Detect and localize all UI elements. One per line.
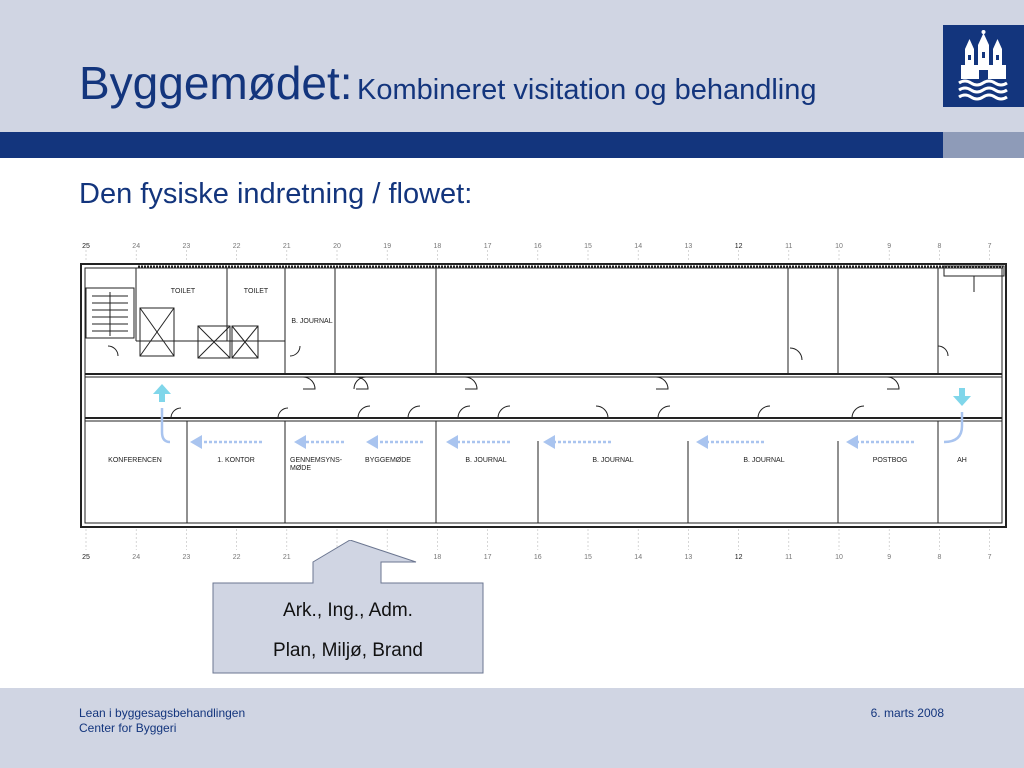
column-number: 12 <box>734 554 743 561</box>
column-number: 22 <box>232 554 241 561</box>
column-number: 11 <box>785 243 793 250</box>
room-label-ah: AH <box>957 457 967 464</box>
column-number: 18 <box>433 243 442 250</box>
room-label-mode: MØDE <box>290 465 311 472</box>
building-walls <box>81 264 1006 527</box>
column-number: 13 <box>684 554 693 561</box>
room-label-byggemode: BYGGEMØDE <box>365 457 411 464</box>
column-number: 14 <box>634 554 643 561</box>
column-number: 10 <box>835 243 843 250</box>
title-subtitle: Kombineret visitation og behandling <box>357 74 817 106</box>
logo <box>943 25 1024 107</box>
column-number: 21 <box>282 554 291 561</box>
column-number: 8 <box>937 554 942 561</box>
footer-org: Center for Byggeri <box>79 721 177 735</box>
column-number: 8 <box>937 243 942 250</box>
column-number: 12 <box>734 243 743 250</box>
room-label-b-journal-2: B. JOURNAL <box>592 457 634 464</box>
room-label-gennemsyns: GENNEMSYNS- <box>290 457 343 464</box>
copenhagen-crest-icon <box>943 25 1024 107</box>
column-number: 15 <box>584 554 592 561</box>
turn-arrows <box>153 384 971 406</box>
page-title <box>79 56 817 110</box>
column-number: 25 <box>82 554 90 561</box>
column-number: 15 <box>584 243 592 250</box>
column-numbers-top <box>82 243 992 250</box>
room-label-b-journal-3: B. JOURNAL <box>743 457 785 464</box>
column-number: 9 <box>887 554 892 561</box>
room-label-postbog: POSTBOG <box>872 457 908 464</box>
column-number: 25 <box>82 243 90 250</box>
header-accent-grey <box>943 132 1024 158</box>
flow-arrows <box>162 408 962 449</box>
column-number: 19 <box>383 243 392 250</box>
footer-title: Lean i byggesagsbehandlingen <box>79 706 246 720</box>
column-number: 23 <box>182 554 191 561</box>
column-number: 24 <box>132 243 141 250</box>
room-label-toilet-2: TOILET <box>243 288 269 295</box>
column-number: 9 <box>887 243 892 250</box>
callout-line-2: Plan, Miljø, Brand <box>273 640 423 661</box>
column-number: 10 <box>835 554 843 561</box>
footer-left <box>79 706 245 736</box>
column-number: 17 <box>483 554 492 561</box>
footer-date: 6. marts 2008 <box>870 706 944 720</box>
floor-plan <box>78 236 1008 566</box>
room-label-konferencen: KONFERENCEN <box>108 457 162 464</box>
title-main: Byggemødet: <box>79 57 353 109</box>
column-number: 14 <box>634 243 643 250</box>
callout-line-1: Ark., Ing., Adm. <box>283 600 413 621</box>
column-number: 16 <box>533 554 542 561</box>
column-number: 13 <box>684 243 693 250</box>
column-number: 20 <box>333 243 341 250</box>
room-label-b-journal-upper: B. JOURNAL <box>291 318 333 325</box>
column-number: 24 <box>132 554 141 561</box>
column-number: 7 <box>987 554 992 561</box>
column-number: 11 <box>785 554 793 561</box>
column-number: 22 <box>232 243 241 250</box>
column-number: 16 <box>533 243 542 250</box>
column-number: 17 <box>483 243 492 250</box>
column-number: 18 <box>433 554 442 561</box>
section-heading: Den fysiske indretning / flowet: <box>79 178 473 210</box>
column-number: 21 <box>282 243 291 250</box>
column-number: 7 <box>987 243 992 250</box>
column-number: 23 <box>182 243 191 250</box>
header-accent-bar <box>0 132 943 158</box>
room-label-b-journal-1: B. JOURNAL <box>465 457 507 464</box>
room-label-toilet-1: TOILET <box>170 288 196 295</box>
room-label-1-kontor: 1. KONTOR <box>217 457 255 464</box>
